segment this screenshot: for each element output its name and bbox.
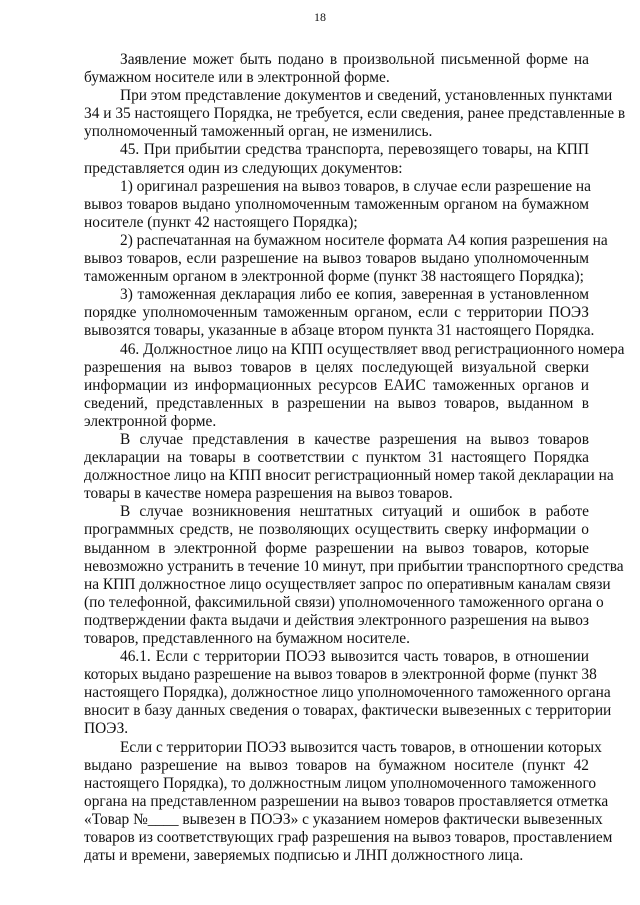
paragraph — [84, 340, 625, 431]
paragraph — [84, 141, 589, 177]
text-line: электронной форме. — [84, 412, 217, 430]
text-line: настоящего Порядка), должностное лицо уполномоченного таможенного органа — [84, 684, 611, 702]
paragraph — [84, 648, 612, 738]
text-line: 2) распечатанная на бумажном носителе формата А4 копия разрешения на — [120, 231, 608, 249]
text-line: разрешения на вывоз товаров в целях последующей визуальной сверки — [84, 358, 589, 376]
text-line: представляется один из следующих документов: — [84, 159, 403, 177]
text-line: товаров из соответствующих граф разрешения на вывоз товаров, проставлением — [84, 829, 613, 847]
text-line: В случае представления в качестве разрешения на вывоз товаров — [120, 430, 589, 448]
text-line: уполномоченный таможенный орган, не изменились. — [84, 123, 433, 141]
page-number: 18 — [314, 10, 326, 24]
paragraph — [84, 231, 608, 286]
text-line: (по телефонной, факсимильной связи) уполномоченного таможенного органа о — [84, 593, 604, 611]
text-line: таможенным органом в электронной форме (пункт 38 настоящего Порядка); — [84, 268, 584, 286]
text-line: информации из информационных ресурсов ЕАИС таможенных органов и — [84, 376, 589, 394]
paragraph — [84, 51, 589, 87]
text-line: выдано разрешение на вывоз товаров на бумажном носителе (пункт 42 — [84, 756, 589, 774]
paragraph — [84, 738, 613, 866]
paragraph — [84, 178, 589, 232]
text-line: невозможно устранить в течение 10 минут, при прибытии транспортного средства — [84, 557, 624, 575]
text-line: декларации на товары в соответствии с пунктом 31 настоящего Порядка — [84, 449, 589, 467]
text-line: «Товар №____ вывезен в ПОЭЗ» с указанием номеров фактически вывезенных — [84, 810, 603, 828]
text-line: В случае возникновения нештатных ситуаций и ошибок в работе — [120, 503, 589, 521]
paragraph — [84, 87, 626, 141]
text-line: Если с территории ПОЭЗ вывозится часть товаров, в отношении которых — [120, 738, 602, 756]
paragraph — [84, 286, 595, 340]
text-line: должностное лицо на КПП вносит регистрационный номер такой декларации на — [84, 467, 614, 485]
text-line: подтверждении факта выдачи и действия электронного разрешения на вывоз — [84, 611, 589, 629]
text-line: сведений, представленных в разрешении на вывоз товаров, выданном в — [84, 394, 589, 412]
text-line: При этом представление документов и сведений, установленных пунктами — [120, 87, 613, 105]
text-line: 1) оригинал разрешения на вывоз товаров, в случае если разрешение на — [120, 177, 591, 195]
text-line: товары в качестве номера разрешения на вывоз товаров. — [84, 485, 453, 503]
text-line: вывоз товаров выдано уполномоченным таможенным органом на бумажном — [84, 195, 589, 213]
text-line: программных средств, не позволяющих осуществить сверку информации о — [84, 521, 589, 539]
text-line: порядке уполномоченным таможенным органом, если с территории ПОЭЗ — [84, 304, 589, 322]
paragraph — [84, 503, 624, 648]
text-line: 45. При прибытии средства транспорта, перевозящего товары, на КПП — [120, 141, 589, 159]
document-body — [84, 51, 626, 865]
text-line: вывоз товаров, если разрешение на вывоз товаров выдано уполномоченным — [84, 250, 589, 268]
text-line: ПОЭЗ. — [84, 720, 129, 738]
text-line: даты и времени, заверяемых подписью и ЛНП должностного лица. — [84, 847, 524, 865]
text-line: 34 и 35 настоящего Порядка, не требуется, если сведения, ранее представленные в — [84, 105, 626, 123]
text-line: органа на представленном разрешении на вывоз товаров проставляется отметка — [84, 792, 609, 810]
text-line: на КПП должностное лицо осуществляет запрос по оперативным каналам связи — [84, 575, 611, 593]
text-line: бумажном носителе или в электронной форме. — [84, 69, 390, 87]
text-line: настоящего Порядка), то должностным лицом уполномоченного таможенного — [84, 774, 597, 792]
text-line: носителе (пункт 42 настоящего Порядка); — [84, 213, 358, 231]
text-line: 46.1. Если с территории ПОЭЗ вывозится часть товаров, в отношении — [120, 648, 589, 666]
text-line: 3) таможенная декларация либо ее копия, заверенная в установленном — [120, 286, 589, 304]
text-line: вносит в базу данных сведения о товарах, фактически вывезенных с территории — [84, 702, 612, 720]
text-line: 46. Должностное лицо на КПП осуществляет ввод регистрационного номера — [120, 340, 625, 358]
paragraph — [84, 430, 614, 503]
text-line: которых выдано разрешение на вывоз товаров в электронной форме (пункт 38 — [84, 666, 597, 684]
text-line: товаров, представленного на бумажном носителе. — [84, 630, 410, 647]
text-line: вывозятся товары, указанные в абзаце втором пункта 31 настоящего Порядка. — [84, 322, 595, 340]
text-line: Заявление может быть подано в произвольной письменной форме на — [120, 51, 589, 68]
text-line: выданном в электронной форме разрешении на вывоз товаров, которые — [84, 539, 589, 557]
